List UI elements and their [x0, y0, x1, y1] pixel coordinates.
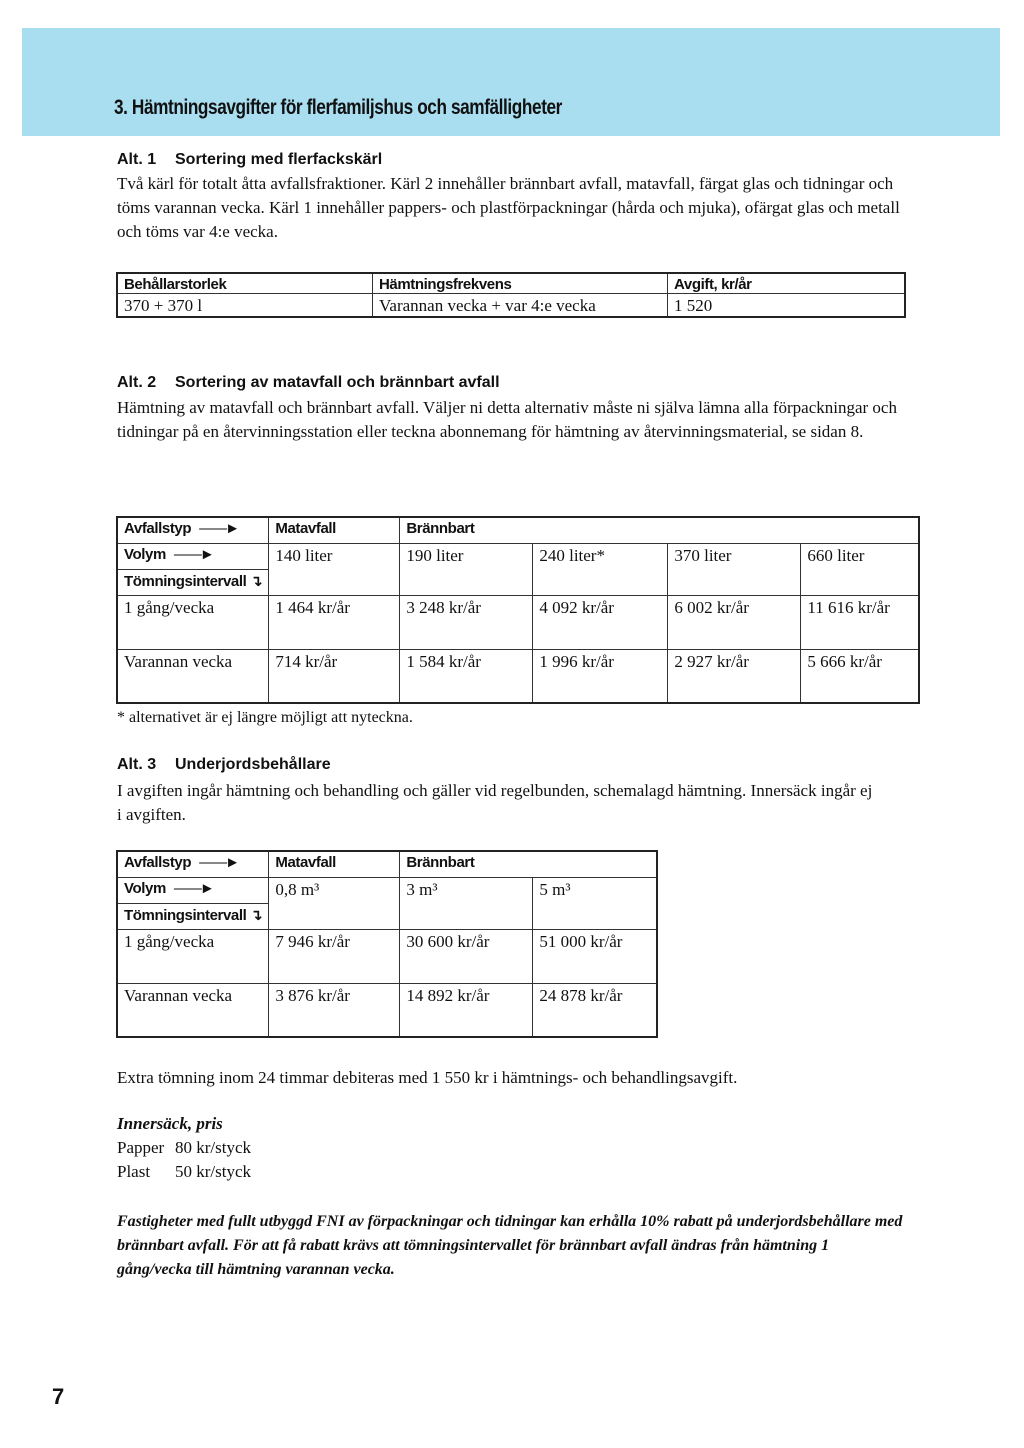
- price-cell: 14 892 kr/år: [400, 983, 533, 1037]
- inner-sack-name: Papper: [117, 1138, 165, 1157]
- volume-cell: 3 m³: [400, 877, 533, 929]
- price-cell: 1 464 kr/år: [269, 595, 400, 649]
- row-label-volume: Volym ——►: [117, 877, 269, 903]
- volume-cell: 660 liter: [801, 543, 919, 595]
- volume-cell: 0,8 m³: [269, 877, 400, 929]
- row-label-waste-type: Avfallstyp ——►: [117, 517, 269, 543]
- volume-row: [117, 543, 919, 569]
- price-cell: 7 946 kr/år: [269, 929, 400, 983]
- alt2-heading: [117, 374, 500, 392]
- row-label-volume: Volym ——►: [117, 543, 269, 569]
- type-food-waste: Matavfall: [269, 517, 400, 543]
- table-row: [117, 929, 657, 983]
- footnote: * alternativet är ej längre möjligt att nyteckna.: [117, 709, 413, 726]
- page-number: 7: [52, 1384, 65, 1409]
- right-arrow-icon: ——►: [173, 545, 213, 563]
- volume-cell: 190 liter: [400, 543, 533, 595]
- interval-cell: 1 gång/vecka: [117, 929, 269, 983]
- price-cell: 714 kr/år: [269, 649, 400, 703]
- header-frequency: Hämtningsfrekvens: [373, 273, 668, 294]
- price-cell: 1 584 kr/år: [400, 649, 533, 703]
- section-title: 3. Hämtningsavgifter för flerfamiljshus och samfälligheter: [114, 96, 562, 119]
- price-cell: 3 248 kr/år: [400, 595, 533, 649]
- header-fee: Avgift, kr/år: [668, 273, 906, 294]
- alt2-title: Sortering av matavfall och brännbart avfall: [175, 374, 500, 391]
- alt2-label: Alt. 2: [117, 374, 157, 391]
- alt1-text: Två kärl för totalt åtta avfallsfraktioner. Kärl 2 innehåller brännbart avfall, matavfall, färgat glas och tidningar och töms varannan vecka. Kärl 1 innehåller pappers- och plastförpackningar (hårda och mjuka), ofärgat glas och metall och töms var 4:e vecka.: [117, 174, 900, 241]
- row-label-interval: Tömningsintervall ↴: [117, 569, 269, 595]
- table-row: [117, 983, 657, 1037]
- alt3-text: I avgiften ingår hämtning och behandling och gäller vid regelbunden, schemalagd hämtning. Innersäck ingår ej i avgiften.: [117, 781, 873, 824]
- price-cell: 11 616 kr/år: [801, 595, 919, 649]
- price-cell: 2 927 kr/år: [668, 649, 801, 703]
- alt2-table: [116, 516, 920, 704]
- inner-sack-name: Plast: [117, 1162, 151, 1181]
- type-row: [117, 851, 657, 877]
- alt3-heading: [117, 756, 331, 774]
- cell-frequency: Varannan vecka + var 4:e vecka: [373, 294, 668, 318]
- cell-fee: 1 520: [668, 294, 906, 318]
- price-cell: 51 000 kr/år: [533, 929, 657, 983]
- price-cell: 30 600 kr/år: [400, 929, 533, 983]
- table-row: [117, 649, 919, 703]
- table-header-row: [117, 273, 905, 294]
- section-header-band: [22, 28, 1000, 136]
- type-combustible: Brännbart: [400, 851, 657, 877]
- price-cell: 6 002 kr/år: [668, 595, 801, 649]
- extra-emptying-note: Extra tömning inom 24 timmar debiteras med 1 550 kr i hämtnings- och behandlingsavgift.: [117, 1068, 738, 1087]
- price-cell: 5 666 kr/år: [801, 649, 919, 703]
- alt3-label: Alt. 3: [117, 756, 157, 773]
- price-cell: 24 878 kr/år: [533, 983, 657, 1037]
- alt1-title: Sortering med flerfackskärl: [175, 151, 383, 168]
- volume-cell: 5 m³: [533, 877, 657, 929]
- alt1-table: [116, 272, 906, 318]
- right-arrow-icon: ——►: [173, 879, 213, 897]
- inner-sack-price-row: [117, 1138, 251, 1158]
- down-arrow-icon: ↴: [250, 906, 263, 924]
- volume-cell: 370 liter: [668, 543, 801, 595]
- inner-sack-price-row: [117, 1162, 251, 1182]
- cell-container-size: 370 + 370 l: [117, 294, 373, 318]
- interval-cell: Varannan vecka: [117, 983, 269, 1037]
- alt1-heading: [117, 151, 382, 169]
- inner-sack-price: 80 kr/styck: [175, 1138, 252, 1157]
- table-row: [117, 595, 919, 649]
- volume-cell: 240 liter*: [533, 543, 668, 595]
- volume-row: [117, 877, 657, 903]
- price-cell: 4 092 kr/år: [533, 595, 668, 649]
- price-cell: 3 876 kr/år: [269, 983, 400, 1037]
- row-label-interval: Tömningsintervall ↴: [117, 903, 269, 929]
- alt1-label: Alt. 1: [117, 151, 157, 168]
- inner-sack-title: Innersäck, pris: [117, 1114, 223, 1133]
- type-food-waste: Matavfall: [269, 851, 400, 877]
- type-row: [117, 517, 919, 543]
- interval-cell: 1 gång/vecka: [117, 595, 269, 649]
- alt2-text: Hämtning av matavfall och brännbart avfall. Väljer ni detta alternativ måste ni själva lämna alla förpackningar och tidningar på en återvinningsstation eller teckna abonnemang för hämtning av återvinningsmaterial, se sidan 8.: [117, 398, 897, 441]
- volume-cell: 140 liter: [269, 543, 400, 595]
- discount-note: Fastigheter med fullt utbyggd FNI av förpackningar och tidningar kan erhålla 10% rabatt på underjordsbehållare med brännbart avfall. För att få rabatt krävs att tömningsintervallet för brännbart avfall ändras från hämtning 1 gång/vecka till hämtning varannan vecka.: [117, 1213, 903, 1278]
- header-container-size: Behållarstorlek: [117, 273, 373, 294]
- alt3-title: Underjordsbehållare: [175, 756, 331, 773]
- price-cell: 1 996 kr/år: [533, 649, 668, 703]
- right-arrow-icon: ——►: [199, 854, 238, 871]
- row-label-waste-type: Avfallstyp ——►: [117, 851, 269, 877]
- table-row: [117, 294, 905, 318]
- inner-sack-price: 50 kr/styck: [175, 1162, 252, 1181]
- down-arrow-icon: ↴: [250, 572, 263, 590]
- alt3-table: [116, 850, 658, 1038]
- right-arrow-icon: ——►: [199, 520, 238, 537]
- interval-cell: Varannan vecka: [117, 649, 269, 703]
- type-combustible: Brännbart: [400, 517, 919, 543]
